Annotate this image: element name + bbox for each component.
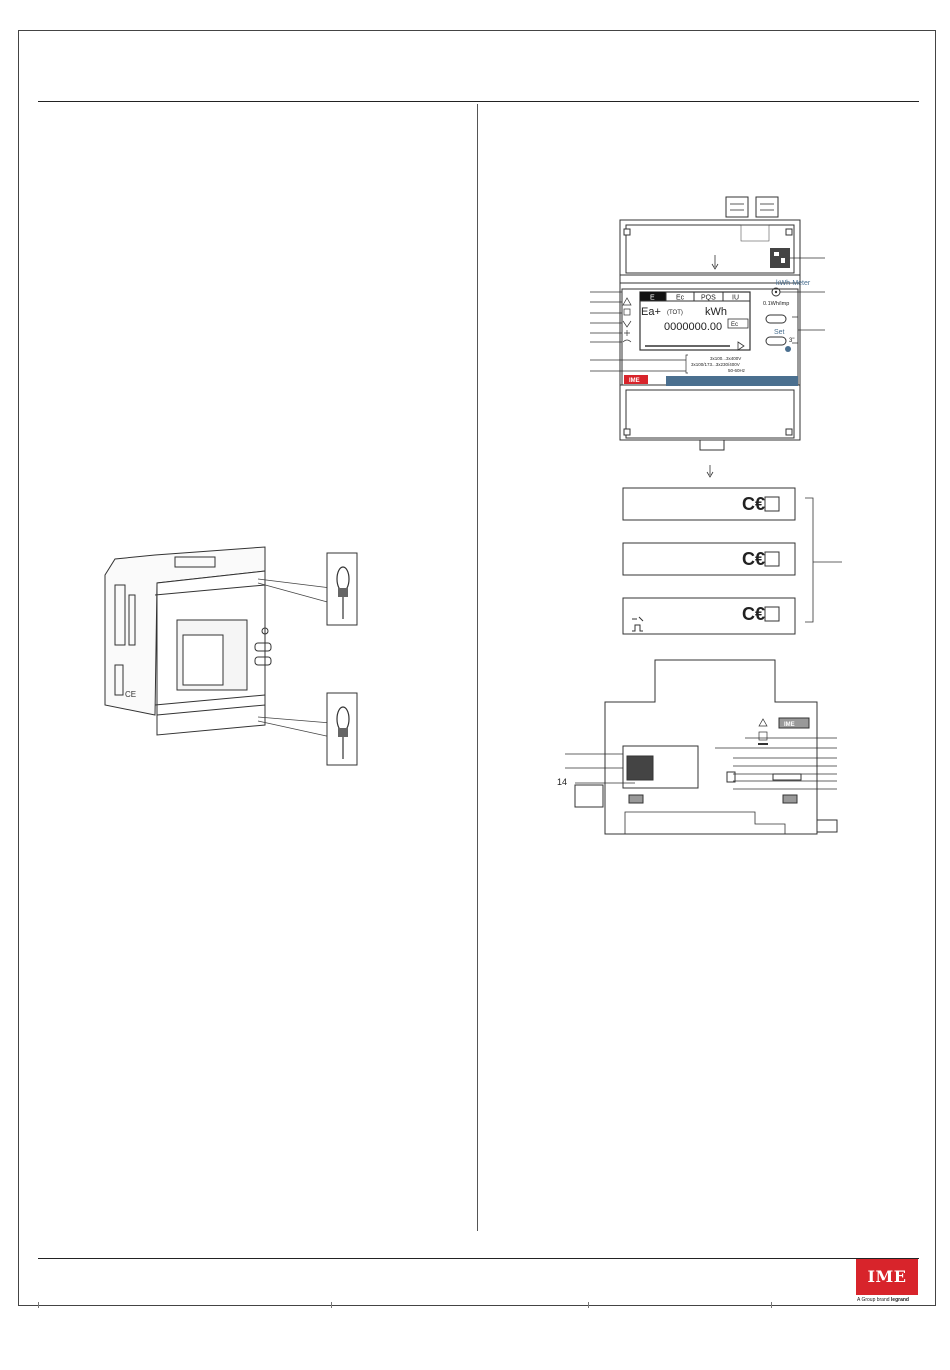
- voltage-range-1: 3x100...3x400V: [710, 356, 742, 361]
- footer-tick: [38, 1302, 39, 1308]
- lcd-scope: (TOT): [667, 310, 683, 316]
- callout-14: 14: [557, 777, 568, 787]
- lcd-energy-type: Ea+: [641, 306, 661, 318]
- lcd-tab-iu: IU: [732, 294, 739, 302]
- lcd-value: 0000000.00: [664, 321, 723, 333]
- lcd-side-button: Ec: [731, 322, 739, 328]
- set-hold: 3": [789, 338, 795, 344]
- ime-logo: IME: [856, 1259, 918, 1295]
- front-brand-badge: IME: [629, 378, 640, 384]
- column-divider: [477, 104, 478, 1231]
- footer-rule: [38, 1258, 919, 1259]
- meter-side-diagram: [555, 650, 845, 840]
- set-label: Set: [774, 329, 785, 336]
- svg-text:C€: C€: [742, 604, 766, 624]
- header-rule: [38, 101, 919, 102]
- lcd-tab-e: E: [650, 294, 655, 302]
- svg-text:CE: CE: [125, 690, 137, 699]
- footer-tick: [331, 1302, 332, 1308]
- lcd-unit: kWh: [705, 306, 727, 318]
- frequency: 50-60Hz: [728, 368, 746, 373]
- brand-tagline: A Group brand legrand: [857, 1297, 909, 1303]
- side-brand-badge: IME: [784, 722, 795, 728]
- lcd-tab-ec: Ec: [676, 294, 685, 302]
- label-variants: [620, 485, 850, 640]
- sealing-illustration: [95, 545, 365, 775]
- footer-tick: [588, 1302, 589, 1308]
- voltage-range-2: 3x100/173...3x230/400V: [691, 362, 740, 367]
- svg-text:C€: C€: [742, 494, 766, 514]
- meter-front-diagram: [560, 195, 850, 485]
- svg-text:C€: C€: [742, 549, 766, 569]
- pulse-rate: 0.1Wh/imp: [763, 301, 790, 307]
- meter-model-label: kWh-Meter: [776, 280, 811, 287]
- lcd-tab-pqs: PQS: [701, 294, 716, 302]
- footer-tick: [771, 1302, 772, 1308]
